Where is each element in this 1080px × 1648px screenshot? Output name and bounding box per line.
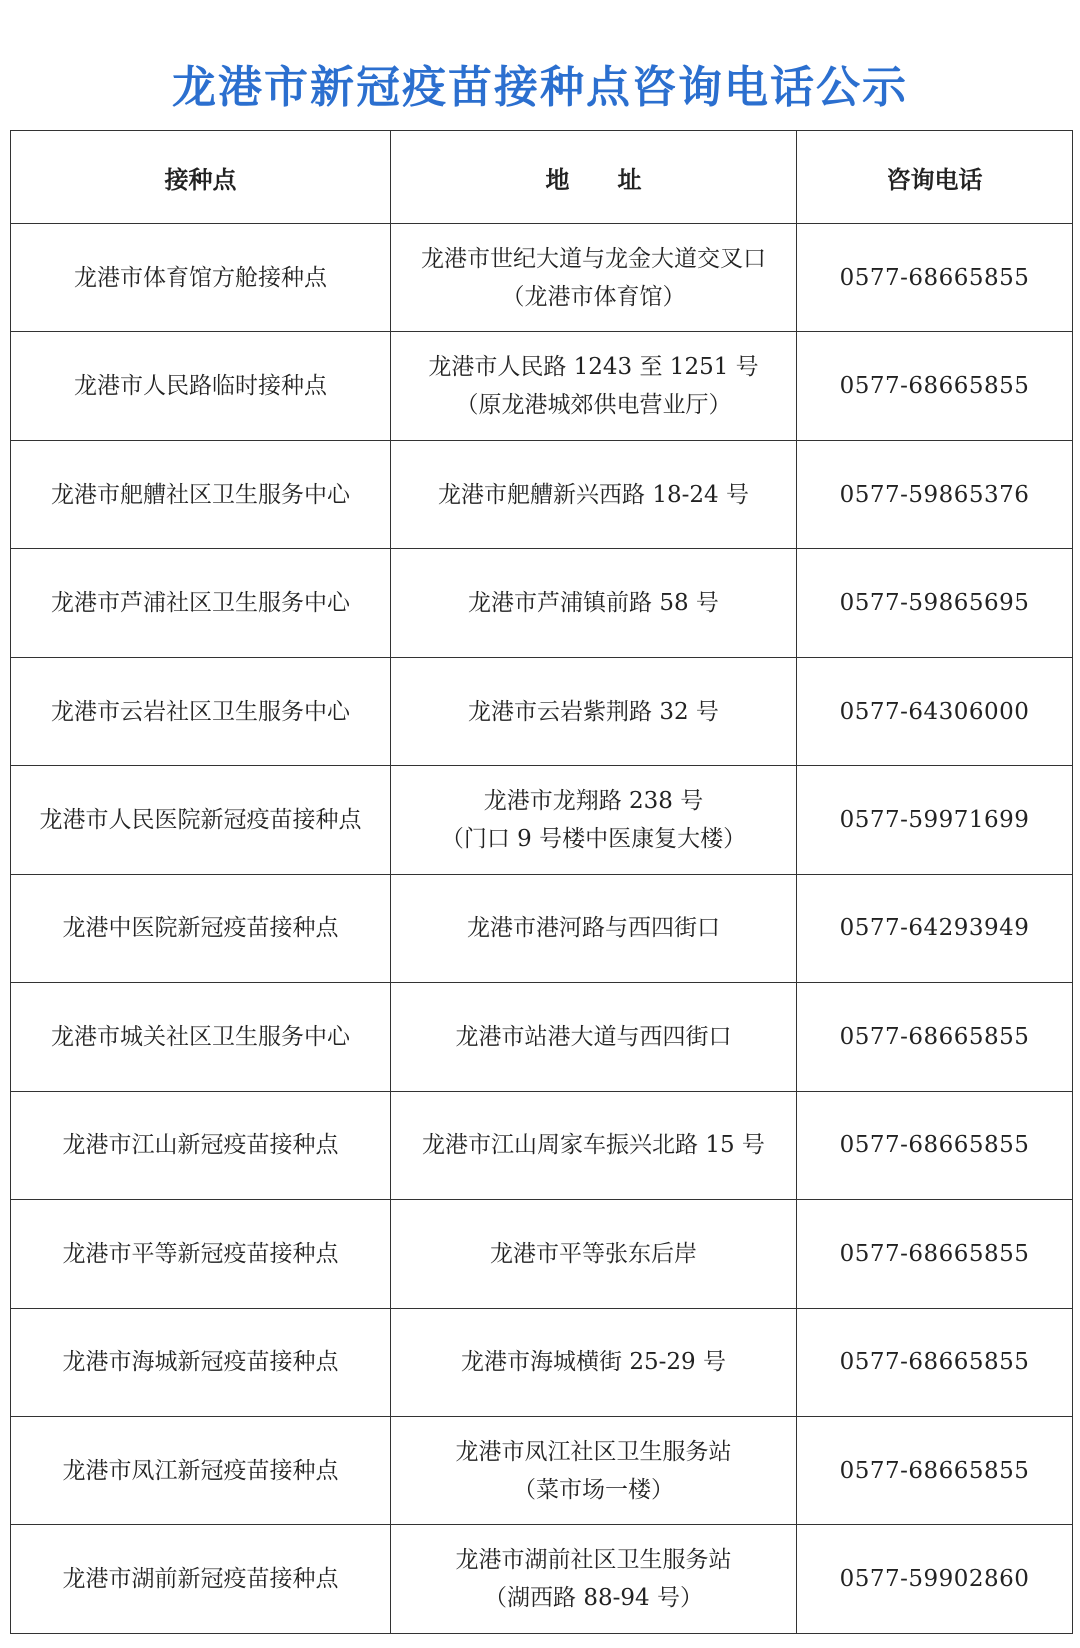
address-line: 龙港市江山周家车振兴北路 15 号: [422, 1132, 765, 1159]
site-cell: 龙港市芦浦社区卫生服务中心: [11, 549, 391, 657]
address-line: （龙港市体育馆）: [501, 283, 686, 310]
address-line: 龙港市舥艚新兴西路 18-24 号: [438, 481, 749, 508]
phone-cell: 0577-68665855: [797, 332, 1073, 440]
table-row: [11, 440, 1073, 548]
phone-cell: 0577-59865695: [797, 549, 1073, 657]
address-cell: [391, 1416, 797, 1524]
address-cell: [391, 332, 797, 440]
address-cell: [391, 1308, 797, 1416]
header-site: 接种点: [11, 131, 391, 224]
address-cell: [391, 440, 797, 548]
site-cell: 龙港市舥艚社区卫生服务中心: [11, 440, 391, 548]
table-row: [11, 1091, 1073, 1199]
table-row: [11, 1200, 1073, 1308]
vaccination-sites-table: [10, 130, 1073, 1634]
phone-cell: 0577-68665855: [797, 1308, 1073, 1416]
address-line: 龙港市海城横街 25-29 号: [461, 1349, 726, 1376]
address-line: 龙港市平等张东后岸: [490, 1240, 697, 1267]
phone-cell: 0577-59971699: [797, 766, 1073, 874]
table-row: [11, 657, 1073, 765]
site-cell: 龙港市平等新冠疫苗接种点: [11, 1200, 391, 1308]
address-line: 龙港市港河路与西四街口: [467, 915, 720, 942]
address-cell: [391, 874, 797, 982]
address-line: 龙港市人民路 1243 至 1251 号: [428, 354, 759, 381]
table-row: [11, 332, 1073, 440]
address-line: 龙港市龙翔路 238 号: [483, 787, 704, 814]
table-row: [11, 983, 1073, 1091]
address-line: 龙港市湖前社区卫生服务站: [455, 1547, 732, 1574]
phone-cell: 0577-68665855: [797, 224, 1073, 332]
site-cell: 龙港市城关社区卫生服务中心: [11, 983, 391, 1091]
table-row: [11, 874, 1073, 982]
address-line: 龙港市站港大道与西四街口: [455, 1023, 732, 1050]
address-cell: [391, 1525, 797, 1634]
table-row: [11, 549, 1073, 657]
table-header-row: [11, 131, 1073, 224]
address-line: 龙港市凤江社区卫生服务站: [455, 1438, 732, 1465]
table-row: [11, 224, 1073, 332]
phone-cell: 0577-68665855: [797, 1091, 1073, 1199]
table-row: [11, 1525, 1073, 1634]
address-line: 龙港市云岩紫荆路 32 号: [468, 698, 719, 725]
address-cell: [391, 224, 797, 332]
site-cell: 龙港中医院新冠疫苗接种点: [11, 874, 391, 982]
site-cell: 龙港市凤江新冠疫苗接种点: [11, 1416, 391, 1524]
site-cell: 龙港市江山新冠疫苗接种点: [11, 1091, 391, 1199]
address-line: （门口 9 号楼中医康复大楼）: [440, 825, 747, 852]
address-line: （原龙港城郊供电营业厅）: [455, 392, 732, 419]
site-cell: 龙港市体育馆方舱接种点: [11, 224, 391, 332]
phone-cell: 0577-64293949: [797, 874, 1073, 982]
site-cell: 龙港市海城新冠疫苗接种点: [11, 1308, 391, 1416]
address-cell: [391, 657, 797, 765]
address-cell: [391, 766, 797, 874]
table-row: [11, 1308, 1073, 1416]
address-line: （菜市场一楼）: [513, 1476, 674, 1503]
table-row: [11, 766, 1073, 874]
table-row: [11, 1416, 1073, 1524]
phone-cell: 0577-59902860: [797, 1525, 1073, 1634]
header-address: 地 址: [391, 131, 797, 224]
header-phone: 咨询电话: [797, 131, 1073, 224]
phone-cell: 0577-59865376: [797, 440, 1073, 548]
phone-cell: 0577-68665855: [797, 983, 1073, 1091]
site-cell: 龙港市人民医院新冠疫苗接种点: [11, 766, 391, 874]
address-line: 龙港市芦浦镇前路 58 号: [468, 590, 719, 617]
address-cell: [391, 1091, 797, 1199]
site-cell: 龙港市人民路临时接种点: [11, 332, 391, 440]
site-cell: 龙港市湖前新冠疫苗接种点: [11, 1525, 391, 1634]
address-cell: [391, 1200, 797, 1308]
address-cell: [391, 983, 797, 1091]
address-line: 龙港市世纪大道与龙金大道交叉口: [421, 245, 766, 272]
site-cell: 龙港市云岩社区卫生服务中心: [11, 657, 391, 765]
document-title: 龙港市新冠疫苗接种点咨询电话公示: [172, 62, 908, 113]
address-cell: [391, 549, 797, 657]
phone-cell: 0577-68665855: [797, 1416, 1073, 1524]
phone-cell: 0577-68665855: [797, 1200, 1073, 1308]
address-line: （湖西路 88-94 号）: [484, 1585, 703, 1612]
phone-cell: 0577-64306000: [797, 657, 1073, 765]
